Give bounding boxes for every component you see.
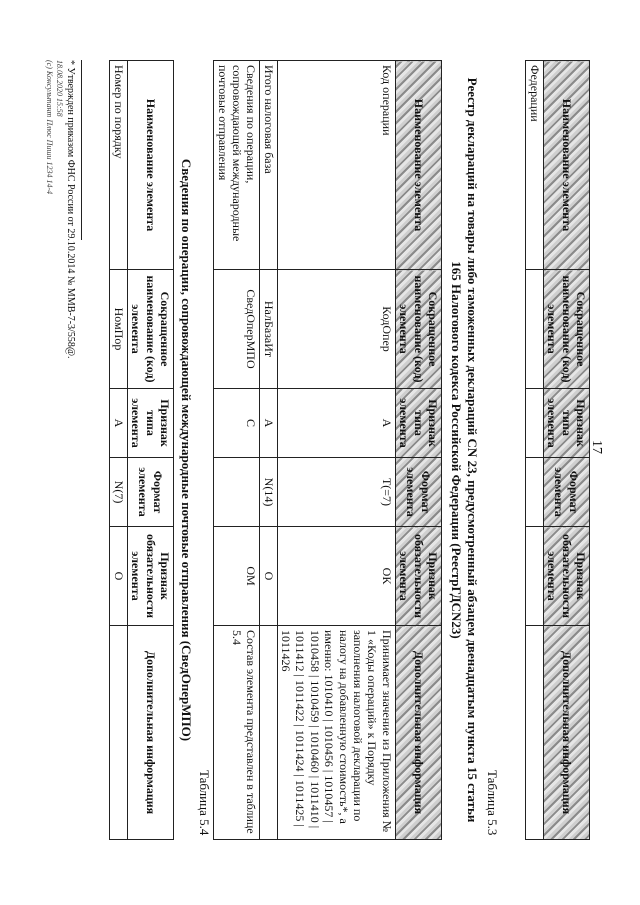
table-row — [214, 61, 260, 840]
cell-info — [526, 626, 543, 840]
cell-info — [110, 626, 127, 840]
col-header: Дополнительная информация — [543, 626, 589, 840]
cell-name: Сведения по операции, сопровождающей международные почтовые отправления — [214, 61, 260, 270]
col-header: Признак типа элемента — [395, 389, 441, 458]
col-header: Наименование элемента — [543, 61, 589, 270]
cell-format: N(7) — [110, 458, 127, 527]
col-header: Формат элемента — [395, 458, 441, 527]
page-number: 17 — [589, 440, 604, 454]
table-54 — [109, 60, 174, 840]
table-row — [526, 61, 543, 840]
col-header: Признак обязательности элемента — [395, 527, 441, 626]
footnote-stamp-source: (с) Консультант Плюс Пиши 1234 14-4 — [45, 60, 55, 195]
table53-title — [448, 40, 480, 860]
cell-format: T(=7) — [277, 458, 395, 527]
table54-title: Сведения по операции, сопровождающей международные почтовые отправления (СведОперМПО) — [179, 158, 194, 742]
cell-req: ОК — [277, 527, 395, 626]
cell-code: НомПор — [110, 270, 127, 389]
cell-info — [260, 626, 277, 840]
table53-label: Таблица 5.3 — [485, 770, 500, 836]
table53-title-line2: 165 Налогового кодекса Российской Федерации (РеестрГДCN23) — [449, 261, 464, 639]
footnote — [45, 60, 76, 620]
col-header: Формат элемента — [127, 458, 173, 527]
cell-type: С — [214, 389, 260, 458]
col-header: Дополнительная информация — [127, 626, 173, 840]
footnote-stamp-date: 18.08.2020 15:58 — [55, 60, 64, 117]
col-header: Сокращенное наименование (код) элемента — [395, 270, 441, 389]
cell-type: А — [260, 389, 277, 458]
cell-name: Номер по порядку — [110, 61, 127, 270]
table-top — [525, 60, 590, 840]
cell-info: Принимает значение из Приложения № 1 «Коды операций» к Порядку заполнения налоговой декларации по налогу на добавленную стоимость*, а именно: 1010410 | 1010456 | 1010457 | 1010458 | 1010459 | 1010460 | 1011410 | 1011412 | 1011422 | 1011424 | 1011425 | 1011426 — [277, 626, 395, 840]
table-header-row — [543, 61, 589, 840]
table53-title-line1: Реестр деклараций на товары либо таможенных деклараций CN 23, предусмотренный абзацем двенадцатым пункта 15 статьи — [465, 77, 480, 823]
table-row — [110, 61, 127, 840]
cell-info: Состав элемента представлен в таблице 5.4 — [214, 626, 260, 840]
cell-req: ОМ — [214, 527, 260, 626]
cell-type — [526, 389, 543, 458]
col-header: Наименование элемента — [127, 61, 173, 270]
cell-code: СведОперМПО — [214, 270, 260, 389]
cell-code: НалБазаИт — [260, 270, 277, 389]
cell-type: А — [110, 389, 127, 458]
table54-label: Таблица 5.4 — [197, 770, 212, 836]
cell-code: КодОпер — [277, 270, 395, 389]
table-53 — [213, 60, 442, 840]
col-header: Сокращенное наименование (код) элемента — [543, 270, 589, 389]
cell-name: Код операции — [277, 61, 395, 270]
footnote-text: * Утвержден приказом ФНС России от 29.10.2014 № ММВ-7-3/558@. — [65, 60, 76, 359]
table-row — [260, 61, 277, 840]
cell-req: О — [110, 527, 127, 626]
col-header: Признак типа элемента — [127, 389, 173, 458]
cell-name: Федерации — [526, 61, 543, 270]
table-row — [277, 61, 395, 840]
col-header: Признак обязательности элемента — [543, 527, 589, 626]
col-header: Формат элемента — [543, 458, 589, 527]
cell-type: А — [277, 389, 395, 458]
col-header: Признак обязательности элемента — [127, 527, 173, 626]
cell-format: N(14) — [260, 458, 277, 527]
cell-format — [526, 458, 543, 527]
col-header: Дополнительная информация — [395, 626, 441, 840]
table-header-row — [395, 61, 441, 840]
cell-format — [214, 458, 260, 527]
cell-code — [526, 270, 543, 389]
table-header-row — [127, 61, 173, 840]
col-header: Наименование элемента — [395, 61, 441, 270]
footnote-divider — [81, 60, 82, 240]
cell-name: Итого налоговая база — [260, 61, 277, 270]
cell-req: О — [260, 527, 277, 626]
cell-req — [526, 527, 543, 626]
col-header: Сокращенное наименование (код) элемента — [127, 270, 173, 389]
col-header: Признак типа элемента — [543, 389, 589, 458]
